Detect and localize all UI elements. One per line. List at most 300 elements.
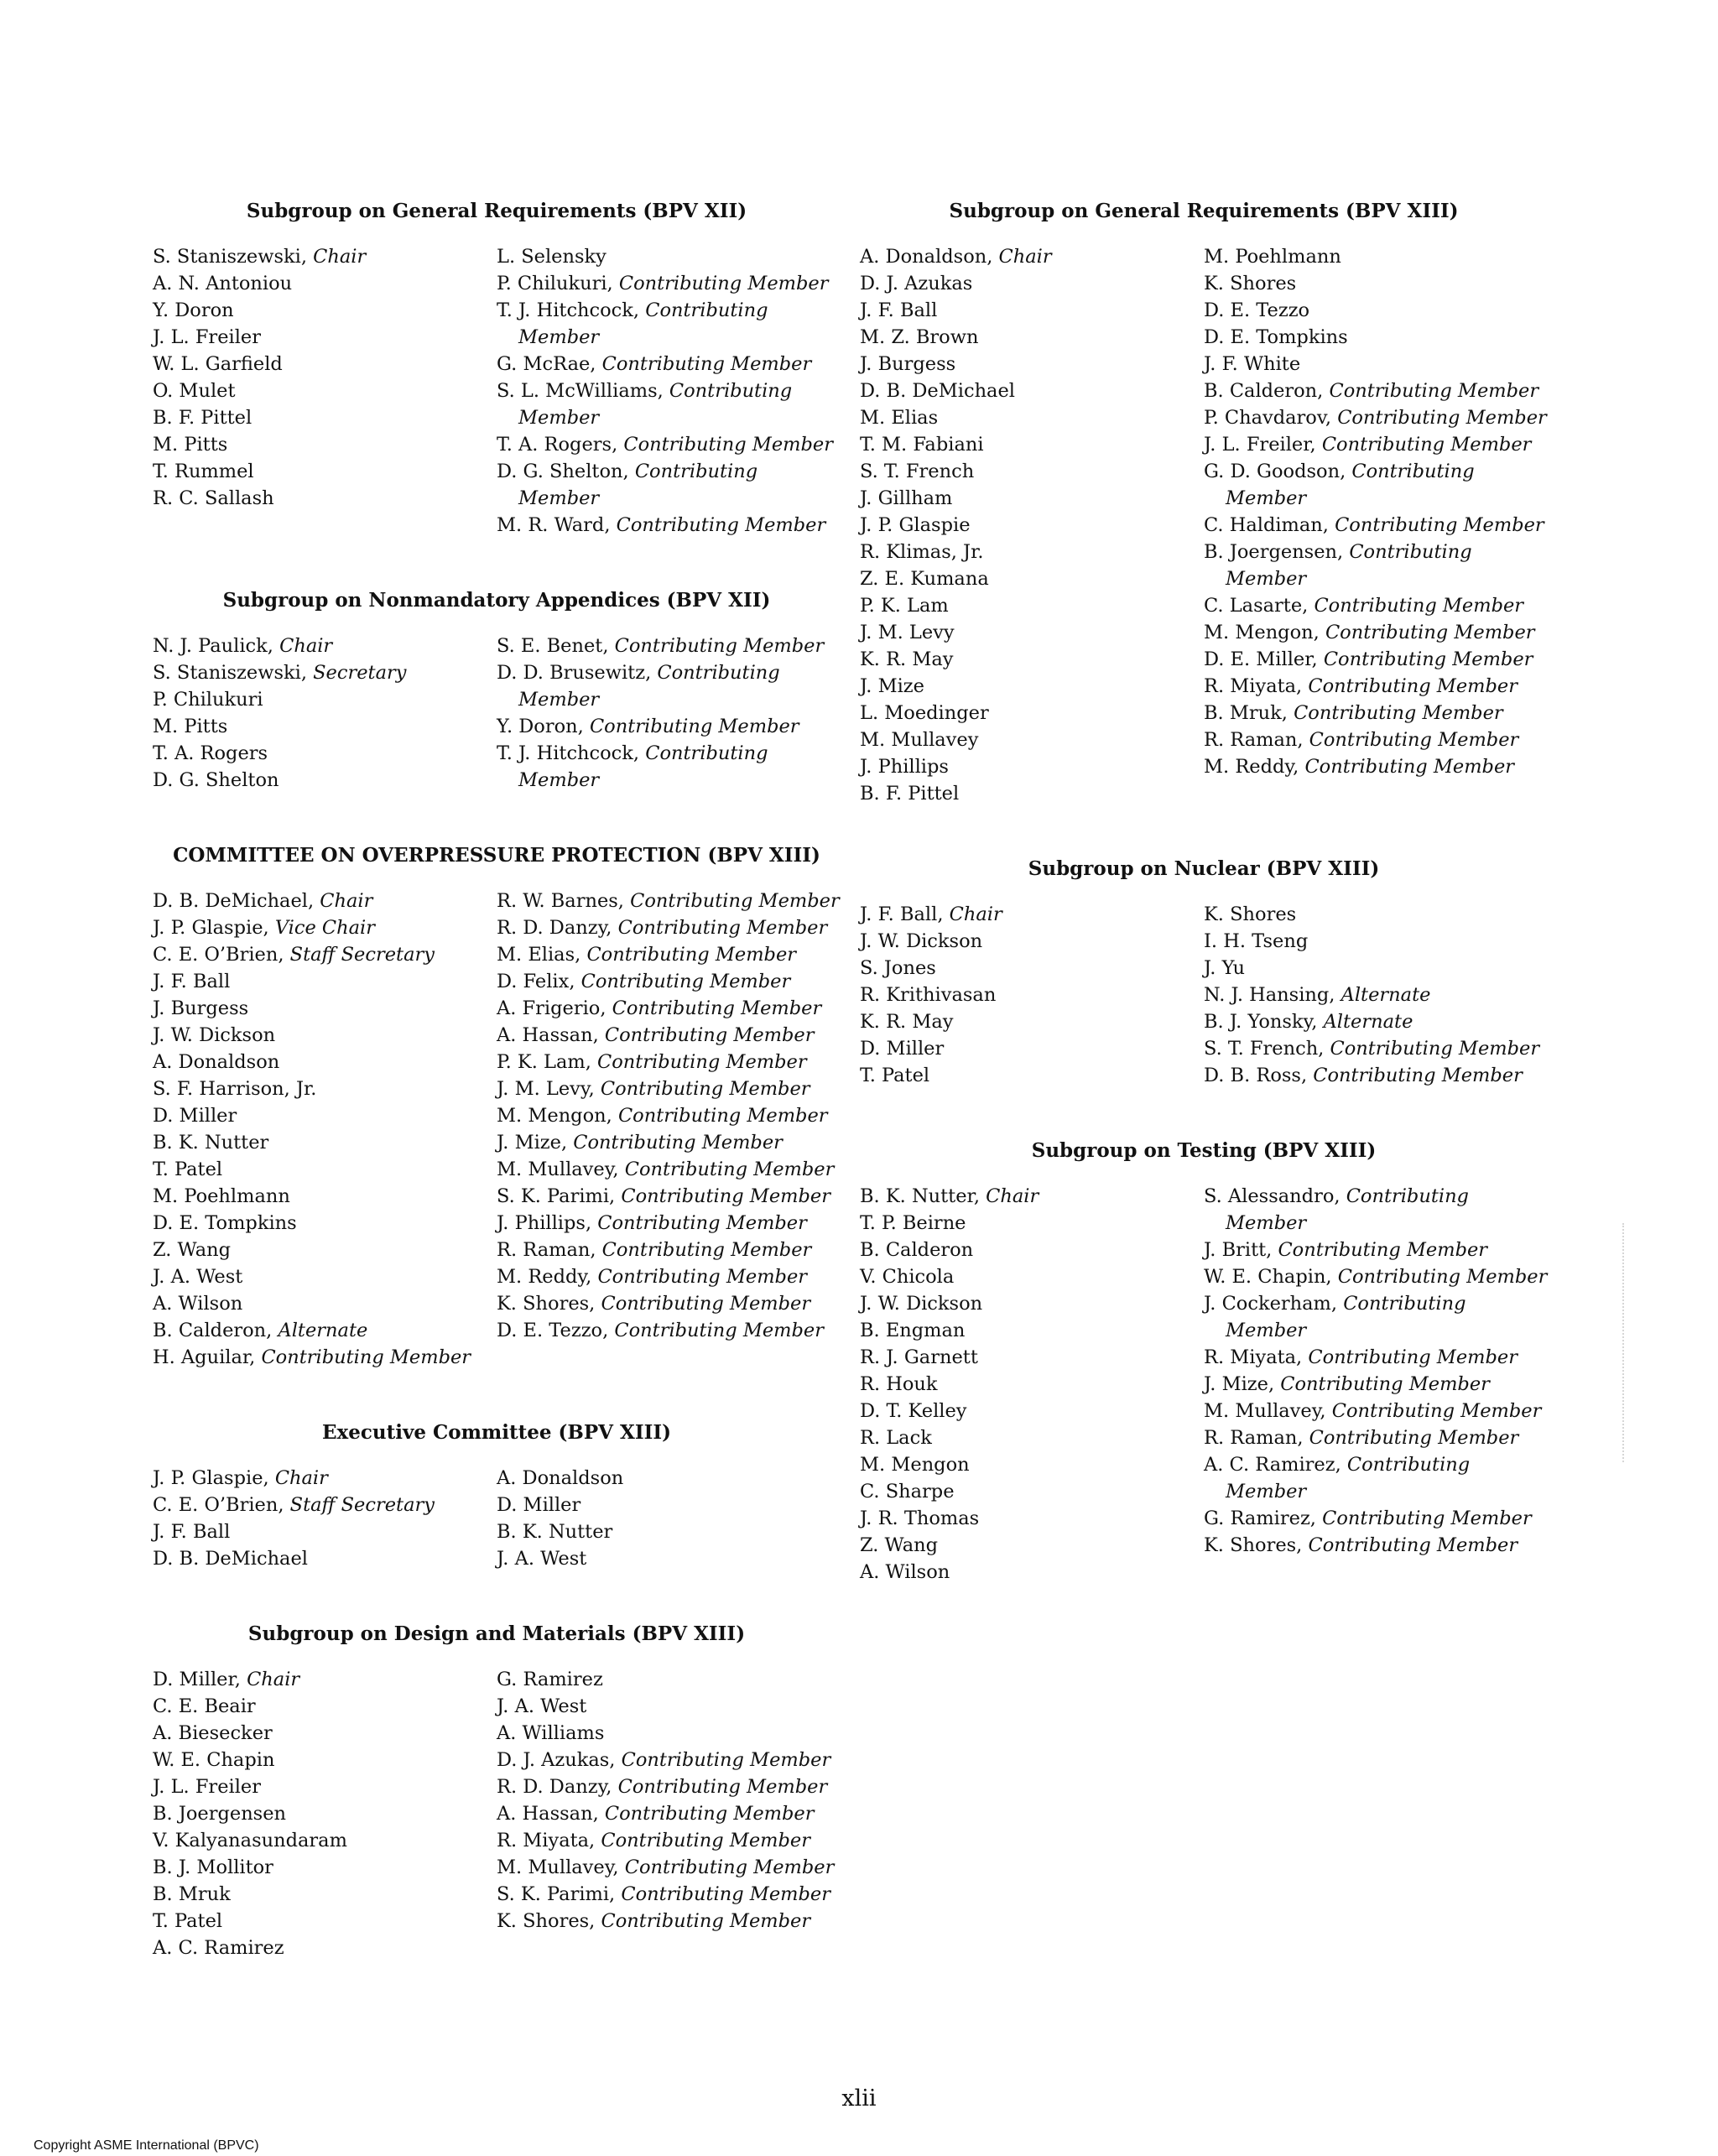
member-name: J. F. White [1204,353,1301,375]
member-role: Contributing Member [614,1320,824,1341]
member-name: S. T. French [860,461,975,482]
member-entry [860,539,1204,565]
member-name: J. Burgess [860,353,956,375]
member-name: S. F. Harrison, Jr. [153,1078,317,1100]
member-name: J. L. Freiler, [1204,434,1322,456]
member-name: P. K. Lam, [497,1051,597,1073]
member-entry [1204,539,1548,592]
member-name: C. Sharpe [860,1481,955,1502]
page-number: xlii [841,2086,877,2112]
member-name: A. Biesecker [153,1722,273,1744]
member-entry [860,928,1204,955]
member-role: Contributing Member [1331,1400,1542,1422]
member-entry [497,431,841,458]
member-name: S. L. McWilliams, [497,380,669,402]
member-name: J. W. Dickson [860,1293,983,1315]
section-title: Subgroup on General Requirements (BPV XII) [246,200,747,222]
member-entry [153,1102,497,1129]
member-role: Contributing Member [1337,1266,1548,1288]
member-entry [497,1022,841,1049]
member-entry [153,914,497,941]
member-entry [860,485,1204,512]
member-column [1204,901,1548,1089]
member-entry [860,619,1204,646]
member-name: B. Joergensen [153,1803,287,1825]
member-entry [1204,1371,1548,1398]
member-entry [860,404,1204,431]
member-name: J. Phillips [860,756,949,778]
committee-section [860,1133,1548,1586]
member-entry [497,968,841,995]
member-entry [153,1827,497,1854]
member-name: M. Poehlmann [1204,246,1341,268]
member-name: B. J. Yonsky, [1204,1011,1324,1033]
member-entry [153,941,497,968]
member-name: D. J. Azukas [860,273,973,294]
member-name: R. Miyata, [497,1830,601,1851]
member-entry [860,726,1204,753]
member-name: T. Patel [860,1065,930,1086]
member-role: Contributing Member [601,1830,810,1851]
member-role: Staff Secretary [289,1494,435,1516]
member-name: C. Lasarte, [1204,595,1315,617]
member-name: A. Williams [497,1722,605,1744]
section-title: Subgroup on General Requirements (BPV XIII) [949,200,1459,222]
member-name: C. E. Beair [153,1695,256,1717]
member-name: J. F. Ball [153,971,231,992]
member-entry [153,740,497,767]
member-entry [860,1371,1204,1398]
member-role: Contributing Member [1313,1065,1523,1086]
member-role: Contributing Member [1278,1239,1488,1261]
member-role: Contributing Member [1226,541,1472,590]
member-role: Contributing Member [612,997,822,1019]
member-name: B. Mruk [153,1883,231,1905]
member-entry [860,351,1204,378]
member-role: Contributing Member [1309,729,1519,751]
member-name: T. A. Rogers [153,742,268,764]
member-role: Contributing Member [1337,407,1547,429]
member-name: D. E. Tompkins [153,1212,297,1234]
member-entry [860,1424,1204,1451]
member-entry [153,1263,497,1290]
member-name: L. Moedinger [860,702,989,724]
member-role: Contributing Member [624,1159,835,1180]
member-role: Alternate [1341,984,1431,1006]
member-name: C. Haldiman, [1204,514,1335,536]
member-entry [860,1451,1204,1478]
member-name: M. Pitts [153,434,228,456]
member-entry [153,1290,497,1317]
member-column [497,888,841,1371]
member-name: I. H. Tseng [1204,930,1309,952]
member-entry [860,270,1204,297]
member-name: B. K. Nutter [153,1132,269,1154]
section-title: Subgroup on Nonmandatory Appendices (BPV XII) [222,589,771,612]
member-name: M. Mengon, [497,1105,618,1127]
member-entry [497,1773,841,1800]
member-role: Contributing Member [1226,1293,1466,1341]
member-entry [497,1156,841,1183]
member-name: R. Raman, [1204,1427,1309,1449]
member-entry [860,1478,1204,1505]
member-role: Alternate [1323,1011,1413,1033]
member-name: M. Mengon [860,1454,970,1476]
member-name: T. P. Beirne [860,1212,966,1234]
member-role: Contributing Member [1308,1346,1518,1368]
member-name: T. Patel [153,1159,223,1180]
member-name: J. Mize, [1204,1373,1281,1395]
member-entry [497,270,841,297]
member-name: J. M. Levy, [497,1078,601,1100]
member-list [153,1465,841,1572]
member-entry [497,1049,841,1075]
member-entry [1204,673,1548,700]
member-entry [1204,619,1548,646]
member-entry [1204,1008,1548,1035]
member-role: Contributing Member [601,353,812,375]
member-column [153,1666,497,1961]
member-entry [1204,431,1548,458]
member-entry [497,914,841,941]
member-name: D. T. Kelley [860,1400,967,1422]
member-entry [860,1062,1204,1089]
member-role: Contributing Member [630,890,840,912]
committee-section [153,1414,841,1572]
member-role: Contributing Member [1308,675,1518,697]
member-role: Contributing Member [601,1293,811,1315]
member-entry [497,740,841,794]
member-column [1204,243,1548,807]
member-role: Contributing Member [1321,434,1532,456]
member-name: P. Chilukuri [153,689,263,711]
member-name: D. Felix, [497,971,581,992]
member-entry [860,458,1204,485]
member-entry [497,458,841,512]
member-name: M. R. Ward, [497,514,617,536]
member-entry [153,1720,497,1747]
member-name: B. Calderon [860,1239,974,1261]
member-entry [153,713,497,740]
member-name: M. Mullavey, [497,1857,625,1878]
member-name: J. P. Glaspie, [153,1467,275,1489]
member-name: J. A. West [497,1548,587,1570]
member-name: Z. Wang [860,1534,939,1556]
member-name: M. Pitts [153,716,228,737]
member-entry [497,351,841,378]
member-role: Contributing Member [1226,461,1475,509]
member-entry [497,1854,841,1881]
member-entry [497,995,841,1022]
member-entry [1204,753,1548,780]
member-name: G. Ramirez, [1204,1508,1323,1529]
member-name: B. F. Pittel [860,783,960,805]
member-column [497,633,841,794]
committee-section [860,851,1548,1089]
member-name: J. Burgess [153,997,249,1019]
member-name: M. Elias [860,407,939,429]
member-entry [860,982,1204,1008]
member-entry [153,686,497,713]
member-entry [1204,1062,1548,1089]
member-name: J. W. Dickson [860,930,983,952]
member-entry [153,1935,497,1961]
member-entry [860,1210,1204,1237]
member-name: N. J. Hansing, [1204,984,1341,1006]
member-entry [860,646,1204,673]
member-entry [153,1022,497,1049]
member-role: Contributing Member [624,1857,835,1878]
member-entry [153,1492,497,1518]
member-role: Contributing Member [1309,1427,1519,1449]
member-name: R. J. Garnett [860,1346,978,1368]
member-role: Contributing Member [1308,1534,1518,1556]
member-name: A. C. Ramirez [153,1937,284,1959]
member-role: Contributing Member [601,1910,811,1932]
member-entry [153,1773,497,1800]
member-entry [1204,1398,1548,1424]
member-name: B. K. Nutter [497,1521,613,1543]
member-role: Contributing Member [1330,1038,1540,1060]
member-column [497,1465,841,1572]
member-name: B. K. Nutter, [860,1185,987,1207]
member-entry [860,512,1204,539]
member-entry [860,431,1204,458]
member-entry [860,1559,1204,1586]
member-name: K. Shores, [497,1293,601,1315]
member-entry [497,1545,841,1572]
member-name: D. Miller, [153,1669,247,1690]
member-column [1204,1183,1548,1586]
member-entry [497,1237,841,1263]
member-role: Contributing Member [621,1883,830,1905]
member-entry [153,297,497,324]
member-name: B. J. Mollitor [153,1857,273,1878]
member-name: W. E. Chapin [153,1749,275,1771]
member-entry [153,1344,497,1371]
member-role: Contributing Member [600,1078,810,1100]
member-entry [1204,243,1548,270]
member-name: Z. Wang [153,1239,232,1261]
member-entry [497,1102,841,1129]
member-entry [153,1237,497,1263]
member-entry [497,1908,841,1935]
member-name: H. Aguilar, [153,1346,262,1368]
member-column [860,901,1204,1089]
member-name: J. Cockerham, [1204,1293,1344,1315]
member-name: K. R. May [860,1011,954,1033]
member-role: Vice Chair [274,917,376,939]
member-role: Contributing Member [589,716,799,737]
committee-section [860,193,1548,807]
member-name: J. P. Glaspie, [153,917,275,939]
member-name: A. Donaldson, [860,246,999,268]
member-name: J. F. Ball [153,1521,231,1543]
member-entry [153,1156,497,1183]
member-entry [497,512,841,539]
left-column [153,193,841,2005]
member-role: Contributing Member [1226,1454,1471,1502]
member-name: J. R. Thomas [860,1508,980,1529]
member-name: P. K. Lam [860,595,949,617]
member-role: Contributing Member [621,1185,830,1207]
member-entry [153,767,497,794]
member-role: Contributing Member [1322,1508,1532,1529]
member-name: T. Rummel [153,461,254,482]
member-entry [860,324,1204,351]
member-name: R. D. Danzy, [497,1776,618,1798]
member-entry [1204,458,1548,512]
member-name: D. B. DeMichael, [153,890,320,912]
member-name: A. Wilson [860,1561,950,1583]
member-name: J. Mize, [497,1132,574,1154]
member-role: Chair [998,246,1052,268]
member-entry [497,1827,841,1854]
member-name: T. A. Rogers, [497,434,624,456]
section-title: Subgroup on Nuclear (BPV XIII) [1028,857,1380,880]
member-name: B. Mruk, [1204,702,1294,724]
member-list [860,901,1548,1089]
member-entry [497,1800,841,1827]
member-name: D. J. Azukas, [497,1749,622,1771]
member-entry [497,1881,841,1908]
member-role: Contributing Member [518,742,768,791]
member-entry [1204,270,1548,297]
member-name: L. Selensky [497,246,607,268]
member-name: M. Reddy, [497,1266,598,1288]
member-role: Contributing Member [518,662,780,711]
member-entry [860,753,1204,780]
member-role: Contributing Member [621,1749,831,1771]
member-entry [153,1465,497,1492]
member-role: Contributing Member [597,1266,808,1288]
member-name: R. Miyata, [1204,1346,1309,1368]
member-name: M. Mullavey [860,729,979,751]
member-entry [860,673,1204,700]
member-role: Secretary [313,662,407,684]
member-entry [153,404,497,431]
member-name: J. Britt, [1204,1239,1278,1261]
member-name: M. Mengon, [1204,622,1325,643]
member-role: Contributing Member [586,944,797,966]
member-entry [497,1518,841,1545]
member-column [497,243,841,539]
member-entry [153,888,497,914]
member-role: Chair [986,1185,1039,1207]
member-name: S. Jones [860,957,936,979]
member-entry [1204,1451,1548,1505]
member-name: J. F. Ball [860,299,938,321]
member-role: Chair [247,1669,300,1690]
member-entry [153,633,497,659]
member-entry [153,1210,497,1237]
member-entry [1204,982,1548,1008]
member-entry [1204,1532,1548,1559]
member-entry [1204,1505,1548,1532]
member-entry [860,1505,1204,1532]
member-name: A. N. Antoniou [153,273,293,294]
member-entry [153,659,497,686]
member-name: A. Hassan, [497,1803,605,1825]
member-entry [860,592,1204,619]
member-name: D. G. Shelton, [497,461,635,482]
member-name: S. K. Parimi, [497,1883,622,1905]
member-entry [153,351,497,378]
member-name: K. Shores, [1204,1534,1309,1556]
member-name: D. B. DeMichael [860,380,1015,402]
member-name: M. Poehlmann [153,1185,290,1207]
member-role: Contributing Member [617,1105,828,1127]
member-entry [153,243,497,270]
member-entry [860,1532,1204,1559]
member-entry [153,1666,497,1693]
member-role: Contributing Member [597,1051,807,1073]
member-entry [497,1666,841,1693]
member-column [860,1183,1204,1586]
member-entry [860,1290,1204,1317]
section-title: Subgroup on Design and Materials (BPV XIII) [247,1622,746,1645]
member-name: R. Raman, [1204,729,1309,751]
member-entry [1204,646,1548,673]
member-list [153,243,841,539]
member-name: B. F. Pittel [153,407,252,429]
section-title: COMMITTEE ON OVERPRESSURE PROTECTION (BPV XIII) [173,844,820,867]
member-name: K. Shores [1204,904,1297,925]
member-entry [497,633,841,659]
member-entry [497,1183,841,1210]
member-name: D. E. Tezzo [1204,299,1310,321]
copyright-notice: Copyright ASME International (BPVC) [34,2138,259,2153]
member-entry [860,780,1204,807]
member-role: Contributing Member [1325,622,1535,643]
member-entry [153,270,497,297]
member-role: Contributing Member [604,1024,815,1046]
member-role: Chair [279,635,333,657]
member-entry [153,324,497,351]
member-name: J. F. Ball, [860,904,950,925]
member-name: G. D. Goodson, [1204,461,1352,482]
committee-section [153,837,841,1371]
member-list [153,888,841,1371]
member-name: T. M. Fabiani [860,434,984,456]
member-name: K. Shores, [497,1910,601,1932]
member-role: Contributing Member [518,299,768,348]
member-role: Contributing Member [1323,648,1533,670]
member-entry [497,1747,841,1773]
member-entry [860,700,1204,726]
member-role: Contributing Member [1329,380,1539,402]
member-name: S. Staniszewski, [153,246,314,268]
member-column [153,888,497,1371]
member-entry [497,1492,841,1518]
member-entry [153,1075,497,1102]
member-entry [153,1800,497,1827]
member-entry [497,1129,841,1156]
member-entry [1204,297,1548,324]
member-entry [497,659,841,713]
committee-section [153,193,841,539]
member-entry [860,1183,1204,1210]
member-name: P. Chilukuri, [497,273,619,294]
member-role: Contributing Member [580,971,791,992]
member-name: R. Krithivasan [860,984,997,1006]
member-name: B. Engman [860,1320,966,1341]
member-role: Staff Secretary [289,944,435,966]
member-column [153,1465,497,1572]
member-role: Contributing Member [601,1239,812,1261]
member-name: M. Mullavey, [497,1159,625,1180]
member-role: Contributing Member [616,514,826,536]
